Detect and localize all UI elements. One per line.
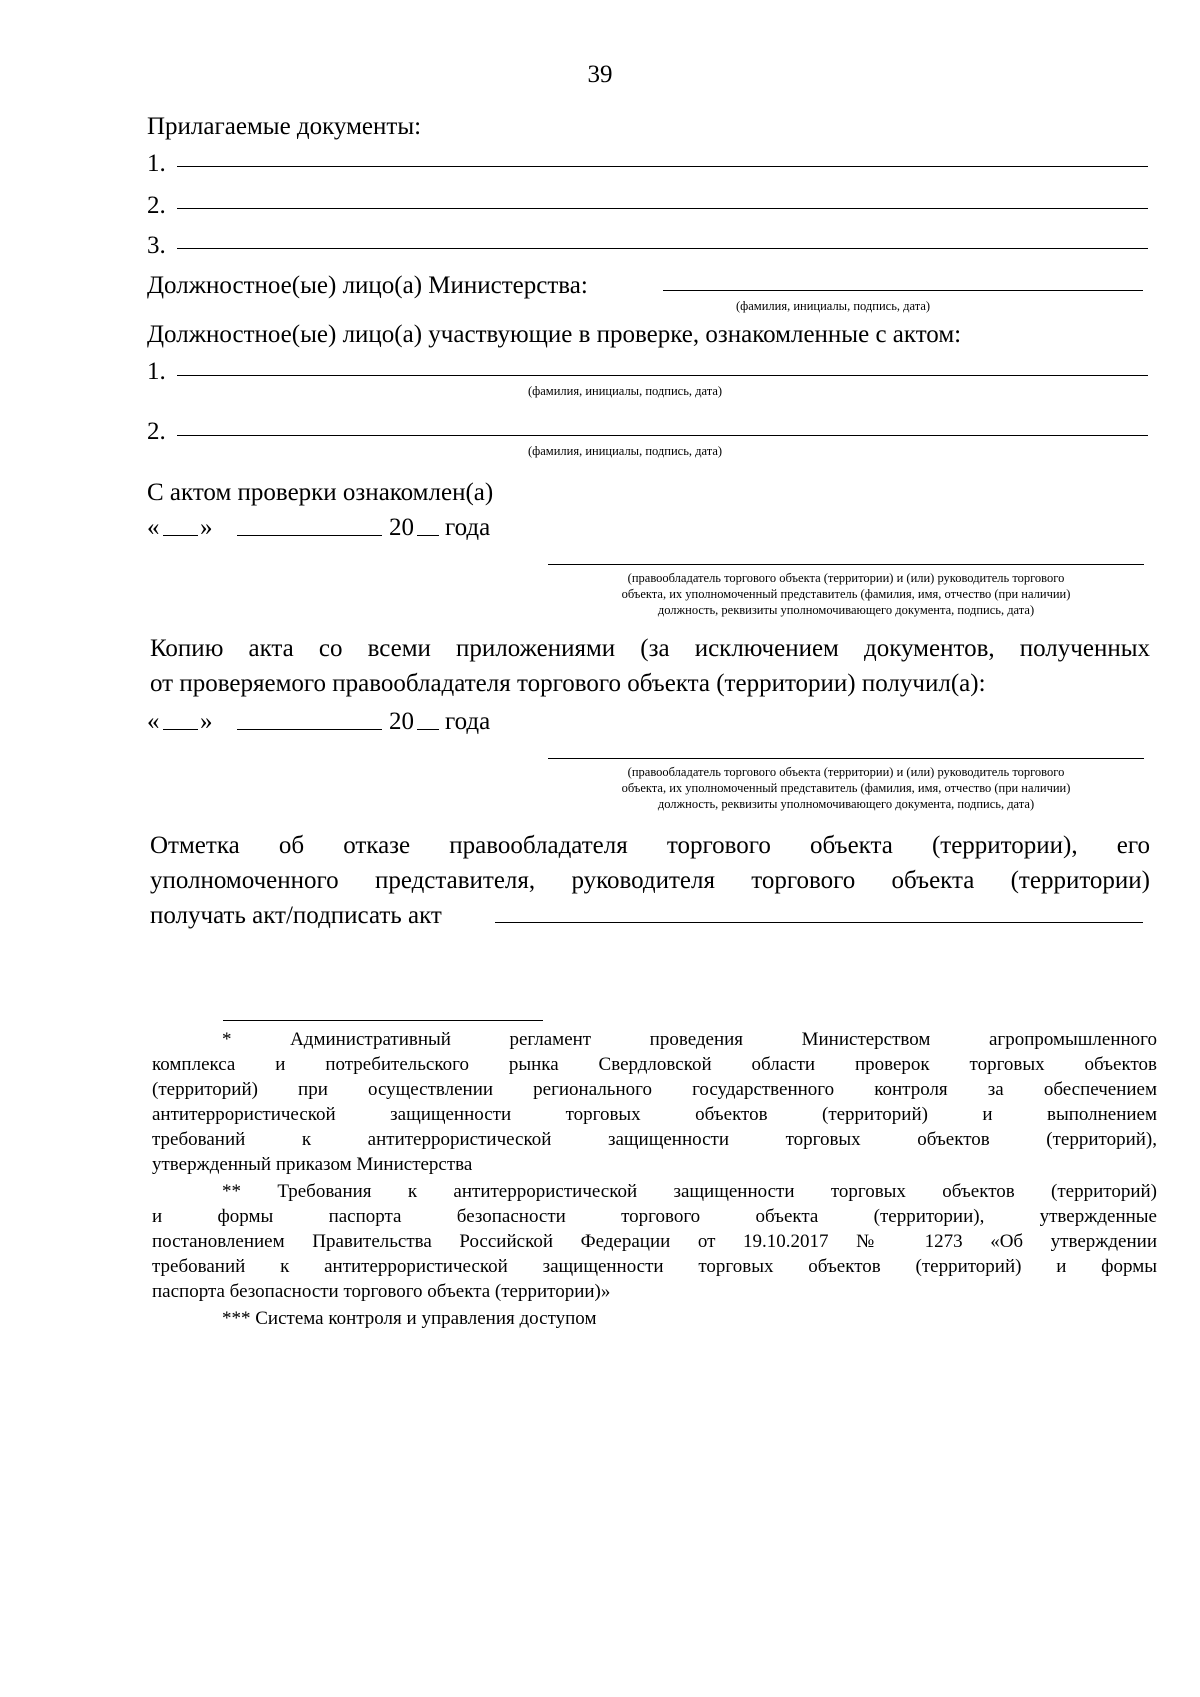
copy-received-date-row — [147, 705, 747, 745]
footnote-line: требований к антитеррористической защищенности торговых объектов (территорий) и формы — [152, 1256, 1157, 1277]
participant-1-hint: (фамилия, инициалы, подпись, дата) — [528, 384, 723, 398]
footnote-line: комплекса и потребительского рынка Свердловской области проверок торговых объектов — [152, 1054, 1157, 1075]
footnote-separator — [223, 1020, 543, 1021]
copy-received-signature-field[interactable] — [548, 758, 1144, 759]
refusal-line-2: уполномоченного представителя, руководителя торгового объекта (территории) — [150, 867, 1150, 894]
footnote-line: и формы паспорта безопасности торгового объекта (территории), утвержденные — [152, 1206, 1157, 1227]
footnote-line: требований к антитеррористической защищенности торговых объектов (территорий), — [152, 1129, 1157, 1150]
signer-hint-line: должность, реквизиты уполномочивающего документа, подпись, дата) — [657, 603, 1035, 617]
ministry-official-field[interactable] — [663, 290, 1143, 291]
attached-doc-1-number: 1. — [147, 150, 166, 177]
date-close-quote: » — [200, 708, 213, 735]
acquainted-signer-hint — [548, 570, 1144, 618]
signer-hint-line: должность, реквизиты уполномочивающего документа, подпись, дата) — [657, 797, 1035, 811]
signer-hint-line: (правообладатель торгового объекта (территории) и (или) руководитель торгового — [627, 765, 1065, 779]
signer-hint-line: объекта, их уполномоченный представитель (фамилия, имя, отчество (при наличии) — [621, 587, 1071, 601]
attached-documents-heading: Прилагаемые документы: — [147, 113, 422, 140]
footnote-line: (территорий) при осуществлении регионального государственного контроля за обеспечением — [152, 1079, 1157, 1100]
ministry-official-label: Должностное(ые) лицо(а) Министерства: — [147, 272, 588, 299]
footnotes — [152, 1027, 1157, 1331]
attached-doc-3-field[interactable] — [177, 248, 1148, 249]
attached-doc-2-number: 2. — [147, 192, 166, 219]
footnote-1-first: * Административный регламент проведения Министерством агропромышленного — [222, 1029, 1157, 1050]
footnote-1 — [152, 1027, 1157, 1177]
footnote-2 — [152, 1179, 1157, 1304]
footnote-3-text: *** Система контроля и управления доступом — [222, 1308, 597, 1329]
acquainted-heading: С актом проверки ознакомлен(а) — [147, 479, 494, 506]
participant-2-number: 2. — [147, 418, 166, 445]
year-prefix: 20 — [389, 514, 414, 541]
refusal-line-3: получать акт/подписать акт — [150, 902, 442, 929]
footnote-line: паспорта безопасности торгового объекта (территории)» — [152, 1281, 611, 1302]
copy-received-signer-hint — [548, 764, 1144, 812]
page-number: 39 — [587, 61, 613, 88]
participant-2-hint: (фамилия, инициалы, подпись, дата) — [528, 444, 723, 458]
acquainted-year-field[interactable] — [417, 535, 439, 536]
signer-hint-line: объекта, их уполномоченный представитель (фамилия, имя, отчество (при наличии) — [621, 781, 1071, 795]
attached-doc-3-number: 3. — [147, 232, 166, 259]
attached-doc-2-field[interactable] — [177, 208, 1148, 209]
date-open-quote: « — [147, 708, 160, 735]
ministry-official-hint: (фамилия, инициалы, подпись, дата) — [736, 299, 931, 313]
participant-1-field[interactable] — [177, 375, 1148, 376]
date-open-quote: « — [147, 514, 160, 541]
footnote-3 — [152, 1306, 1157, 1331]
refusal-line-1: Отметка об отказе правообладателя торгового объекта (территории), его — [150, 832, 1150, 859]
refusal-field[interactable] — [495, 922, 1143, 923]
copy-received-line-2: от проверяемого правообладателя торгового объекта (территории) получил(а): — [150, 670, 986, 697]
date-close-quote: » — [200, 514, 213, 541]
copy-received-month-field[interactable] — [237, 729, 382, 730]
footnote-line: утвержденный приказом Министерства — [152, 1154, 473, 1175]
participants-heading: Должностное(ые) лицо(а) участвующие в проверке, ознакомленные с актом: — [147, 321, 962, 348]
year-suffix: года — [445, 708, 491, 735]
footnote-line: антитеррористической защищенности торговых объектов (территорий) и выполнением — [152, 1104, 1157, 1125]
copy-received-day-field[interactable] — [163, 729, 198, 730]
acquainted-day-field[interactable] — [163, 535, 198, 536]
year-suffix: года — [445, 514, 491, 541]
copy-received-line-1: Копию акта со всеми приложениями (за исключением документов, полученных — [150, 635, 1150, 662]
participant-2-field[interactable] — [177, 435, 1148, 436]
year-prefix: 20 — [389, 708, 414, 735]
footnote-2-first: ** Требования к антитеррористической защищенности торговых объектов (территорий) — [222, 1181, 1157, 1202]
acquainted-signature-field[interactable] — [548, 564, 1144, 565]
acquainted-month-field[interactable] — [237, 535, 382, 536]
attached-doc-1-field[interactable] — [177, 166, 1148, 167]
copy-received-year-field[interactable] — [417, 729, 439, 730]
participant-1-number: 1. — [147, 358, 166, 385]
signer-hint-line: (правообладатель торгового объекта (территории) и (или) руководитель торгового — [627, 571, 1065, 585]
footnote-line: постановлением Правительства Российской Федерации от 19.10.2017 № 1273 «Об утверждении — [152, 1231, 1157, 1252]
acquainted-date-row — [147, 511, 747, 551]
